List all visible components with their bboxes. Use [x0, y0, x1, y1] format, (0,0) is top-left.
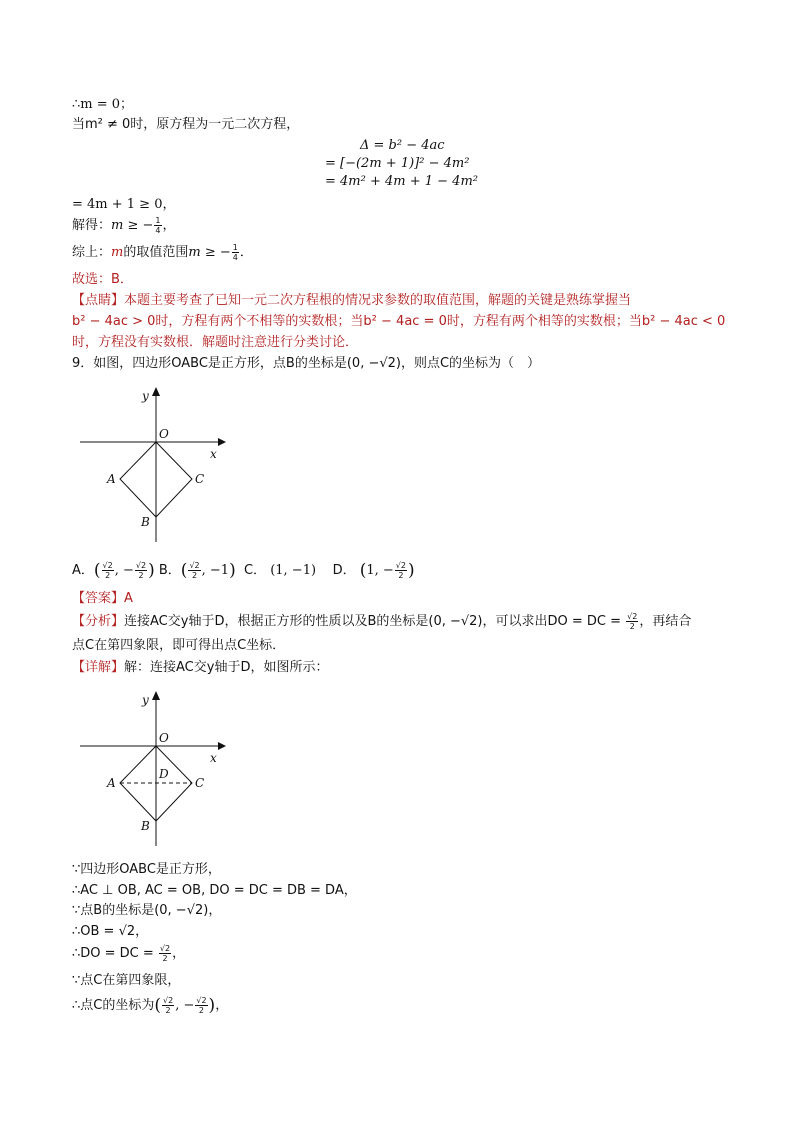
point-B-label: B: [141, 819, 150, 833]
point-A-label: A: [107, 472, 116, 486]
point-C-label: C: [195, 776, 205, 790]
solution-figure: [70, 686, 240, 856]
question-figure: [70, 382, 240, 552]
solve-line: 解得：m ≥ − $\frac{1}{4}$ ，: [72, 216, 176, 235]
delta-line-2: = [−(2m + 1)]² − 4m²: [325, 156, 470, 171]
x-axis-label: x: [210, 447, 217, 461]
choice-line: 故选：B．: [72, 272, 133, 287]
step-7: ∴点C的坐标为( $\frac{√2}{2}$ , − $\frac{√2}{2}$ )，: [72, 995, 229, 1016]
tip-line-2: b² − 4ac > 0时，方程有两个不相等的实数根；当b² − 4ac = 0时，方程有两个相等的实数根；当b² − 4ac < 0: [72, 314, 726, 329]
delta-line-4: = 4m + 1 ≥ 0，: [72, 197, 176, 212]
y-axis-label: y: [142, 389, 149, 403]
analysis-line-1: 【分析】连接AC交y轴于D，根据正方形的性质以及B的坐标是(0, −√2)，可以求出DO = DC = $\frac{√2}{2}$ ，再结合: [72, 612, 692, 631]
tip-line-1: 【点睛】本题主要考查了已知一元二次方程根的情况求参数的取值范围，解题的关键是熟练掌握当: [72, 293, 632, 308]
tip-line-3: 时，方程没有实数根．解题时注意进行分类讨论．: [72, 335, 359, 350]
analysis-line-2: 点C在第四象限，即可得出点C坐标．: [72, 638, 286, 653]
step-1: ∵四边形OABC是正方形，: [72, 862, 221, 877]
answer-options: A．( $\frac{√2}{2}$ , − $\frac{√2}{2}$ ) B．( $\frac{√2}{2}$ , −1) C． (1, −1) D． (1, − $\frac{√2}{2}$ ): [72, 560, 415, 581]
y-axis-label: y: [142, 693, 149, 707]
delta-line-1: Δ = b² − 4ac: [360, 138, 445, 153]
conclusion-m-zero: ∴m = 0；: [72, 97, 134, 112]
step-6: ∵点C在第四象限，: [72, 973, 181, 988]
delta-line-3: = 4m² + 4m + 1 − 4m²: [325, 174, 478, 189]
point-A-label: A: [107, 776, 116, 790]
step-3: ∵点B的坐标是(0, −√2)，: [72, 903, 222, 918]
step-5: ∴DO = DC = $\frac{√2}{2}$ ，: [72, 944, 186, 963]
point-B-label: B: [141, 515, 150, 529]
point-O-label: O: [159, 427, 169, 441]
point-O-label: O: [159, 731, 169, 745]
point-C-label: C: [195, 472, 205, 486]
question-9: 9．如图，四边形OABC是正方形，点B的坐标是(0, −√2)，则点C的坐标为（ ）: [72, 356, 541, 371]
step-4: ∴OB = √2，: [72, 924, 149, 939]
point-D-label: D: [159, 767, 169, 781]
detail-line: 【详解】解：连接AC交y轴于D，如图所示：: [72, 660, 329, 675]
step-2: ∴AC ⊥ OB, AC = OB, DO = DC = DB = DA，: [72, 883, 357, 898]
answer-line: 【答案】A: [72, 591, 133, 606]
x-axis-label: x: [210, 751, 217, 765]
case-text: 当m² ≠ 0时，原方程为一元二次方程，: [72, 117, 300, 132]
summary-line: 综上：m的取值范围m ≥ − $\frac{1}{4}$ ．: [72, 243, 253, 262]
